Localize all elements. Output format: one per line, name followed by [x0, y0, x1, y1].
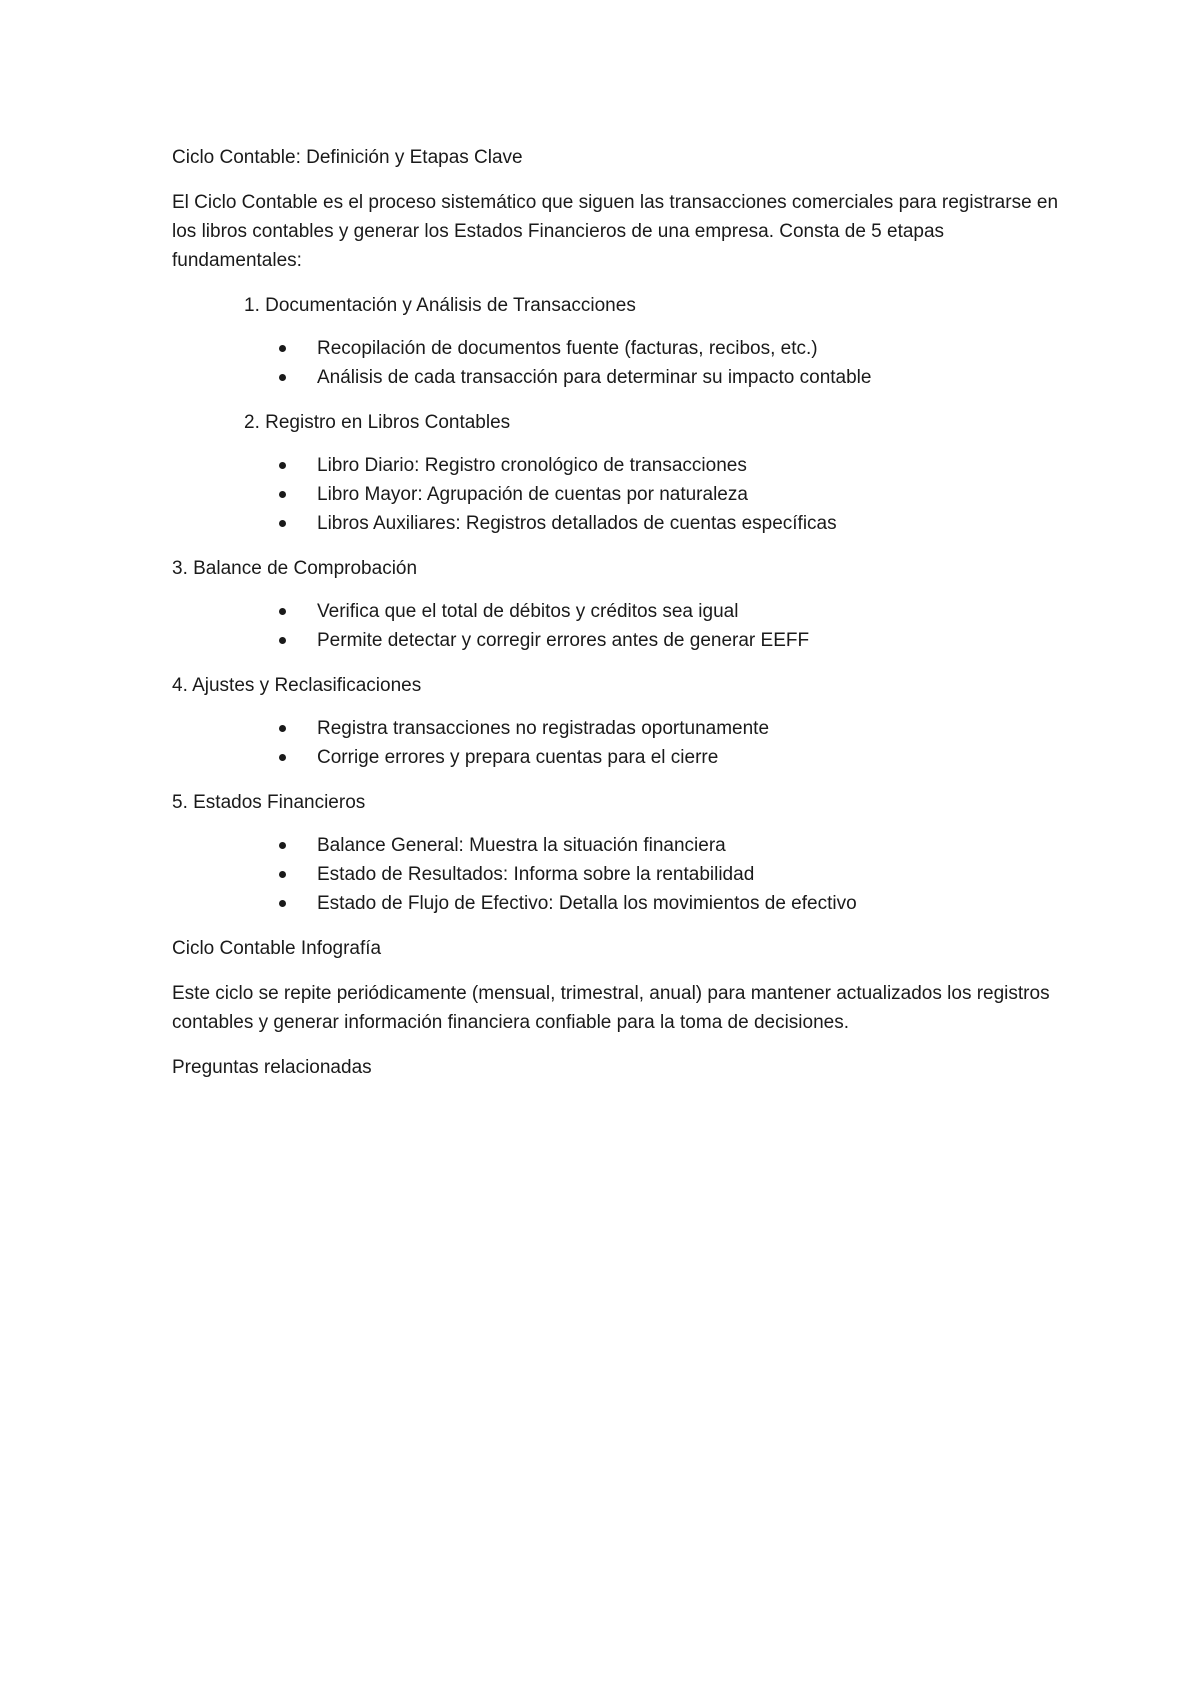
document-body	[172, 143, 1072, 1098]
list-item-text: Verifica que el total de débitos y créditos sea igual	[317, 601, 739, 622]
list-item	[172, 509, 1072, 538]
list-item	[172, 743, 1072, 772]
bullet-icon	[279, 725, 286, 732]
list-item	[172, 889, 1072, 918]
section-list-5	[172, 831, 1072, 918]
bullet-icon	[279, 842, 286, 849]
document-title: Ciclo Contable: Definición y Etapas Clave	[172, 147, 523, 168]
infographic-label: Ciclo Contable Infografía	[172, 938, 382, 959]
list-item	[172, 480, 1072, 509]
bullet-icon	[279, 462, 286, 469]
section-list-4	[172, 714, 1072, 772]
list-item	[172, 714, 1072, 743]
list-item-text: Permite detectar y corregir errores antes de generar EEFF	[317, 630, 810, 651]
list-item	[172, 451, 1072, 480]
list-item-text: Estado de Resultados: Informa sobre la rentabilidad	[317, 864, 755, 885]
list-item-text: Balance General: Muestra la situación financiera	[317, 835, 726, 856]
section-heading-4: 4. Ajustes y Reclasificaciones	[172, 675, 422, 696]
list-item-text: Recopilación de documentos fuente (facturas, recibos, etc.)	[317, 338, 818, 359]
list-item	[172, 334, 1072, 363]
bullet-icon	[279, 637, 286, 644]
bullet-icon	[279, 345, 286, 352]
related-questions-link[interactable]: Preguntas relacionadas	[172, 1057, 372, 1078]
section-list-1	[172, 334, 1072, 392]
section-heading-1: 1. Documentación y Análisis de Transacciones	[244, 295, 636, 316]
intro-paragraph: El Ciclo Contable es el proceso sistemático que siguen las transacciones comerciales para registrarse en los libros contables y generar los Estados Financieros de una empresa. Consta de 5 etapas fundamentales:	[172, 192, 1059, 271]
list-item	[172, 831, 1072, 860]
list-item-text: Análisis de cada transacción para determinar su impacto contable	[317, 367, 872, 388]
bullet-icon	[279, 491, 286, 498]
list-item-text: Estado de Flujo de Efectivo: Detalla los movimientos de efectivo	[317, 893, 857, 914]
bullet-icon	[279, 608, 286, 615]
section-heading-3: 3. Balance de Comprobación	[172, 558, 418, 579]
list-item	[172, 626, 1072, 655]
list-item-text: Libro Mayor: Agrupación de cuentas por naturaleza	[317, 484, 748, 505]
list-item-text: Libro Diario: Registro cronológico de transacciones	[317, 455, 747, 476]
list-item	[172, 860, 1072, 889]
list-item-text: Libros Auxiliares: Registros detallados de cuentas específicas	[317, 513, 837, 534]
list-item	[172, 363, 1072, 392]
list-item-text: Registra transacciones no registradas oportunamente	[317, 718, 770, 739]
bullet-icon	[279, 900, 286, 907]
section-heading-2: 2. Registro en Libros Contables	[244, 412, 511, 433]
bullet-icon	[279, 520, 286, 527]
bullet-icon	[279, 754, 286, 761]
list-item-text: Corrige errores y prepara cuentas para el cierre	[317, 747, 719, 768]
closing-paragraph: Este ciclo se repite periódicamente (mensual, trimestral, anual) para mantener actualizados los registros contables y generar información financiera confiable para la toma de decisiones.	[172, 983, 1050, 1033]
bullet-icon	[279, 871, 286, 878]
bullet-icon	[279, 374, 286, 381]
section-list-3	[172, 597, 1072, 655]
list-item	[172, 597, 1072, 626]
section-list-2	[172, 451, 1072, 538]
section-heading-5: 5. Estados Financieros	[172, 792, 366, 813]
